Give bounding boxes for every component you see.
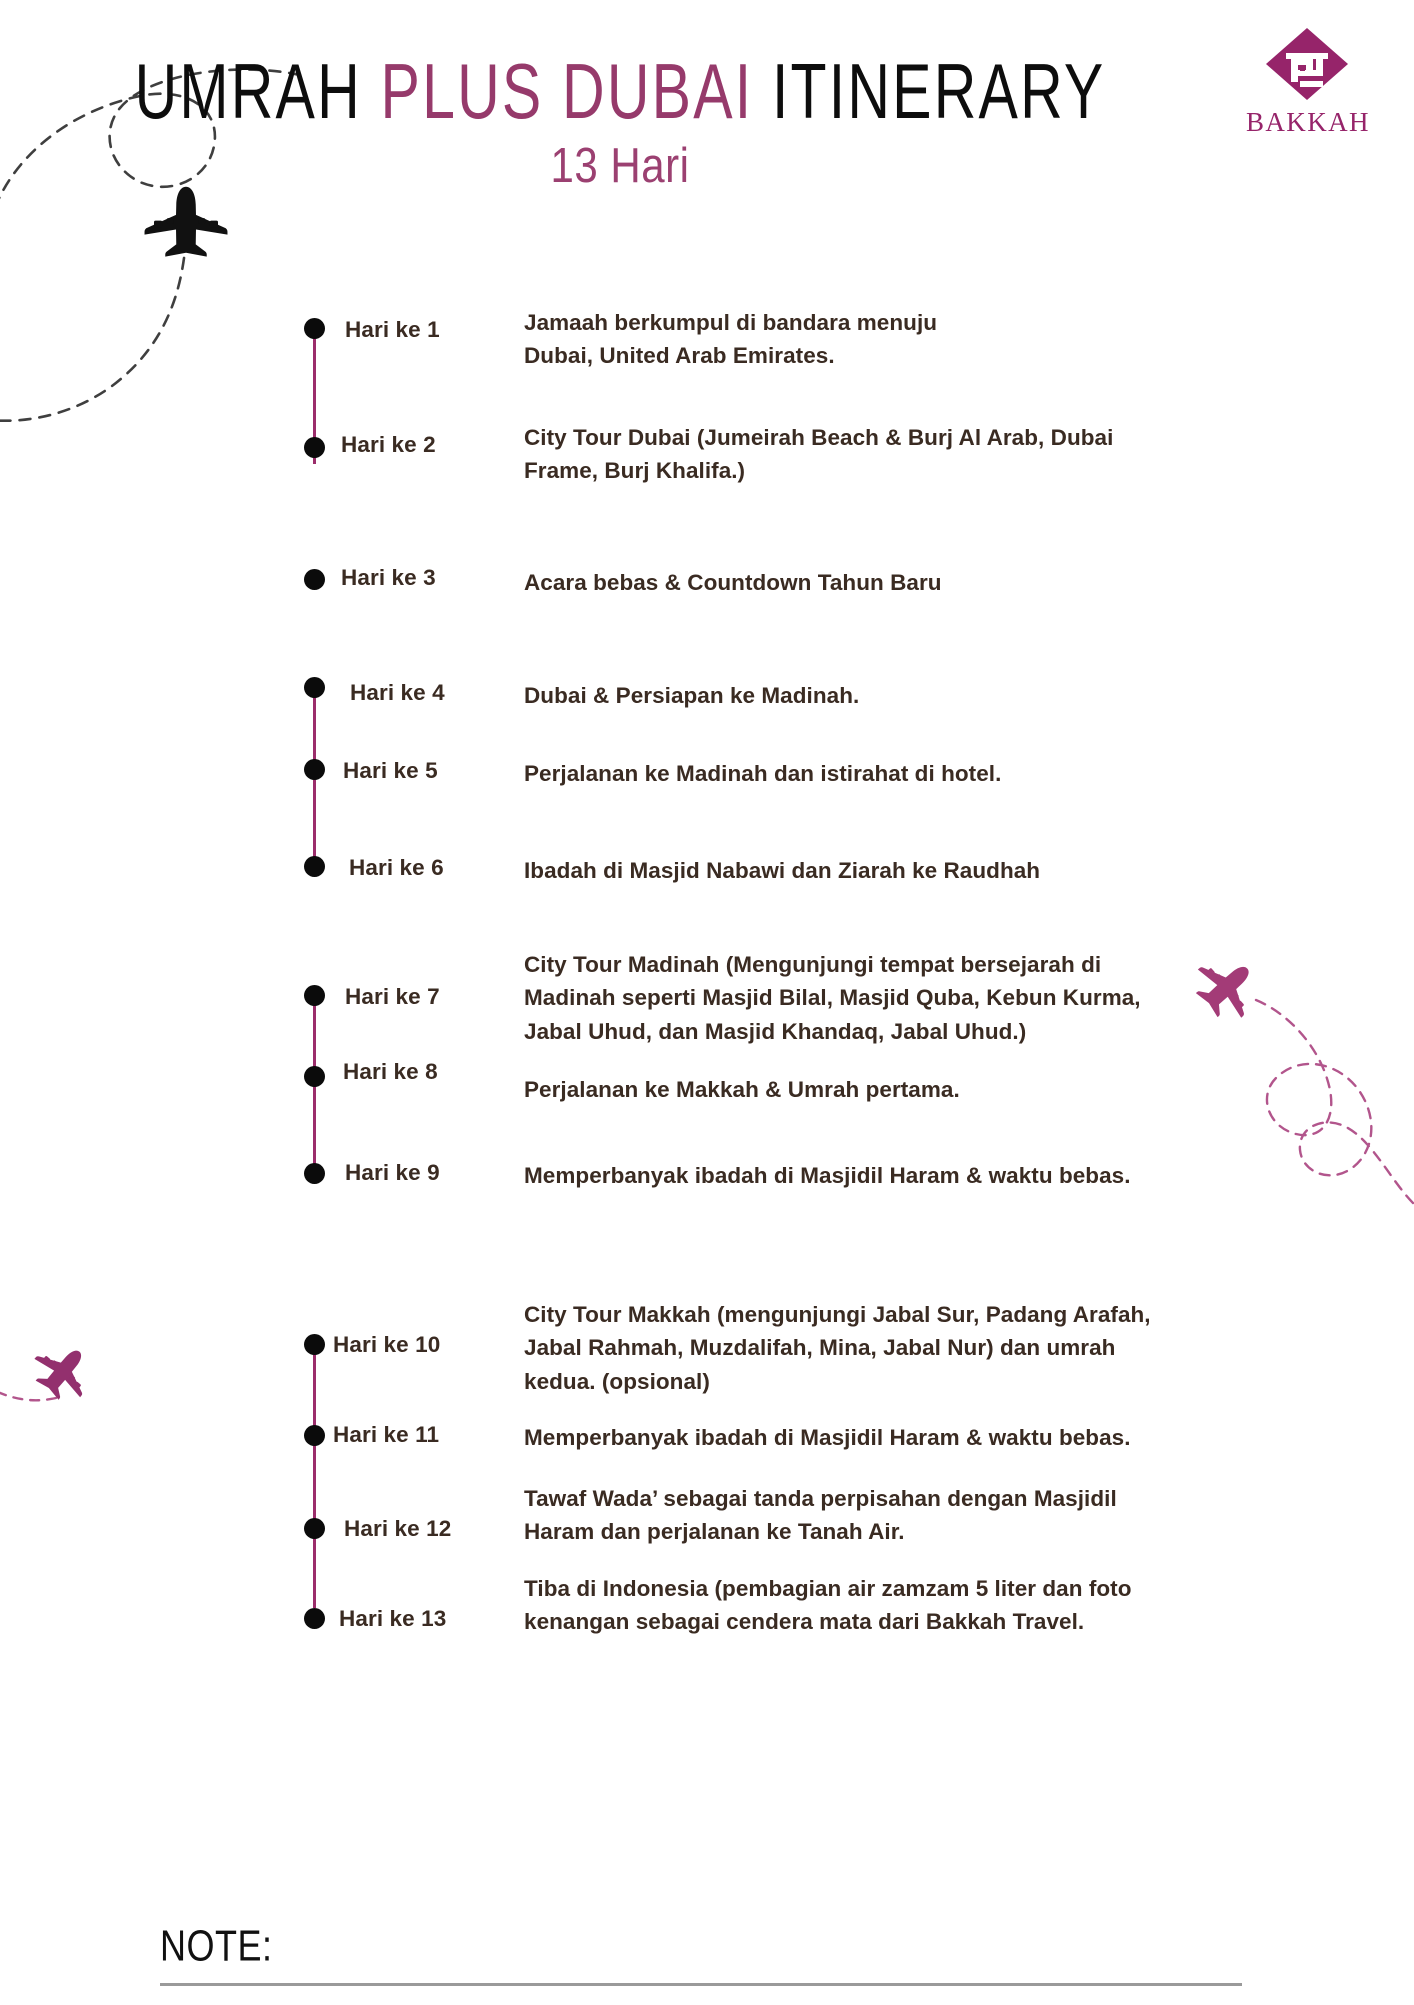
day-description: Jamaah berkumpul di bandara menuju Dubai, United Arab Emirates. [524,310,938,369]
timeline-dot [304,1608,325,1629]
page-subtitle: 13 Hari [550,137,690,193]
day-description: Ibadah di Masjid Nabawi dan Ziarah ke Raudhah [524,858,1041,883]
day-description: Acara bebas & Countdown Tahun Baru [524,570,942,595]
day-description: City Tour Dubai (Jumeirah Beach & Burj Al Arab, Dubai Frame, Burj Khalifa.) [524,425,1114,484]
timeline-dot [304,677,325,698]
day-description: Dubai & Persiapan ke Madinah. [524,683,860,708]
timeline-rail-segment-4 [313,1343,316,1608]
day-label: Hari ke 13 [339,1606,447,1631]
day-description: Memperbanyak ibadah di Masjidil Haram & waktu bebas. [524,1163,1131,1188]
title-segment-itinerary: ITINERARY [753,48,1106,136]
timeline-dot [304,318,325,339]
day-label: Hari ke 12 [344,1516,452,1541]
timeline-dot [304,759,325,780]
day-description: Perjalanan ke Madinah dan istirahat di hotel. [524,761,1002,786]
day-label: Hari ke 9 [345,1160,440,1185]
title-segment-umrah: UMRAH [134,48,381,136]
day-label: Hari ke 4 [350,680,445,705]
day-label: Hari ke 1 [345,317,440,342]
day-label: Hari ke 3 [341,565,436,590]
day-description: Perjalanan ke Makkah & Umrah pertama. [524,1077,960,1102]
day-label: Hari ke 6 [349,855,444,880]
day-label: Hari ke 7 [345,984,440,1009]
timeline-dot [304,985,325,1006]
day-description: City Tour Madinah (Mengunjungi tempat bersejarah di Madinah seperti Masjid Bilal, Masjid Quba, Kebun Kurma, Jabal Uhud, dan Masjid Khandaq, Jabal Uhud.) [524,952,1141,1044]
day-description: Tawaf Wada’ sebagai tanda perpisahan dengan Masjidil Haram dan perjalanan ke Tanah Air. [524,1486,1117,1545]
day-description: City Tour Makkah (mengunjungi Jabal Sur, Padang Arafah, Jabal Rahmah, Muzdalifah, Mina, Jabal Nur) dan umrah kedua. (opsional) [524,1302,1151,1394]
timeline-dot [304,1066,325,1087]
day-label: Hari ke 11 [333,1422,440,1447]
note-divider [160,1983,1242,1986]
note-label: NOTE: [160,1920,273,1971]
day-description: Memperbanyak ibadah di Masjidil Haram & waktu bebas. [524,1425,1131,1450]
timeline-dot [304,437,325,458]
timeline-dot [304,569,325,590]
timeline-dot [304,1334,325,1355]
day-description: Tiba di Indonesia (pembagian air zamzam 5 liter dan foto kenangan sebagai cendera mata dari Bakkah Travel. [524,1576,1132,1635]
day-label: Hari ke 8 [343,1059,438,1084]
day-label: Hari ke 2 [341,432,436,457]
day-label: Hari ke 5 [343,758,438,783]
title-segment-plus-dubai: PLUS DUBAI [380,48,754,136]
timeline-dot [304,1425,325,1446]
timeline-dot [304,1163,325,1184]
timeline-dot [304,1518,325,1539]
timeline-dot [304,856,325,877]
bakkah-wordmark: BAKKAH [1246,107,1370,137]
day-label: Hari ke 10 [333,1332,441,1357]
